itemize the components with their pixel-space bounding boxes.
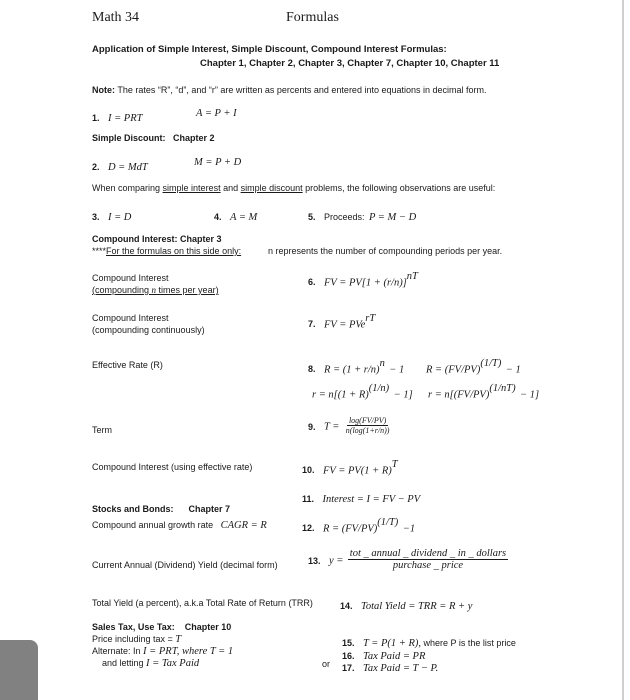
sales-math: I = PRT, where T = 1 [143,646,234,657]
formula-17 [342,658,438,676]
compound-heading: Compound Interest: Chapter 3 [92,234,222,244]
formula-14 [340,596,472,614]
formula-tail: − 1] [393,389,413,401]
sales-line3 [102,658,199,669]
formula-number: 7. [308,319,316,330]
observation-label: Proceeds: [323,212,365,222]
formula-4 [214,207,257,225]
exponent: (1/T) [480,358,502,369]
formula-yield-lhs: y = [328,555,344,567]
note-text: The rates “R”, “d”, and “r” are written as percents and entered into equations in decimal form. [117,85,487,95]
simple-discount-heading [92,133,215,143]
yield-label: Current Annual (Dividend) Yield (decimal form) [92,560,278,570]
formula-8a [308,358,404,377]
formula-11 [302,489,420,507]
effective-ci-label: Compound Interest (using effective rate) [92,462,253,472]
formula-1 [92,108,142,126]
formula-tax-paid-alt: Tax Paid = T − P. [362,663,439,674]
formula-interest: Interest = I = FV − PV [322,494,421,505]
observation-text: A = M [229,212,258,223]
formula-number: 4. [214,212,222,222]
formula-9 [308,416,391,435]
heading-text: Sales Tax, Use Tax: [92,622,175,632]
compound-interest-label: Compound Interest [92,273,169,283]
formula-maturity: M = P + D [194,157,242,168]
note [92,85,487,95]
formula-compound-interest: FV = PV[1 + (r/n)] [323,277,407,289]
stocks-heading [92,504,230,514]
page-edge [622,0,624,700]
formula-effective-rate: R = (1 + r/n) [323,364,380,376]
formula-5 [308,207,416,225]
formula-number: 10. [302,465,315,476]
formula-number: 13. [308,555,321,566]
formula-number: 9. [308,421,316,432]
cagr-label [92,520,267,531]
sales-text: and letting [102,658,147,668]
exponent: T [391,459,398,470]
formula-12 [302,517,415,536]
formula-cagr: R = (FV/PV) [322,523,378,535]
formula-number: 2. [92,162,100,172]
formula-total-yield: Total Yield = TRR = R + y [360,601,473,612]
formula-nominal-rate: r = n[(1 + R) [312,389,369,401]
note-label: Note: [92,85,115,95]
continuous-label: Compound Interest [92,313,169,323]
fraction-numerator: tot _ annual _ dividend _ in _ dollars [349,548,507,559]
total-yield-label: Total Yield (a percent), a.k.a Total Rate of Return (TRR) [92,598,313,608]
formula-2 [92,157,148,175]
hand-shadow [0,640,38,700]
formula-number: 3. [92,212,100,222]
formula-simple-interest: I = PRT [107,113,143,124]
label-part: (compounding [92,285,152,295]
formula-number: 16. [342,651,355,661]
yield-fraction [348,548,508,571]
formula-8c [312,383,413,402]
exponent: (1/n) [368,383,390,394]
or-label: or [322,659,331,669]
n-definition: n represents the number of compounding periods per year. [268,246,503,256]
formula-note: where P is the list price [421,638,516,648]
cagr-symbol: CAGR = R [220,520,267,531]
formula-tail: − 1] [520,389,540,401]
formula-tax-paid: Tax Paid = PR [362,651,426,662]
heading-chapter: Chapter 2 [173,133,215,143]
observation-text: I = D [107,212,132,223]
formula-6 [308,271,418,290]
label-part: times per year) [156,285,219,295]
cagr-text: Compound annual growth rate [92,520,214,530]
label-n: n [151,285,157,295]
section-title-line1: Application of Simple Interest, Simple Discount, Compound Interest Formulas: [92,44,447,55]
formula-10 [302,459,398,478]
formula-3 [92,207,131,225]
formula-number: 5. [308,212,316,222]
formula-7 [308,313,375,332]
compounding-n-label [92,285,219,295]
side-note: For the formulas on this side only: [106,246,242,256]
simple-interest-link: simple interest [162,183,221,193]
formula-13 [308,548,508,571]
sales-math: I = Tax Paid [146,658,200,669]
formula-effective-rate-alt: R = (FV/PV) [426,364,481,376]
continuous-sublabel: (compounding continuously) [92,325,205,335]
sales-line1 [92,634,181,645]
heading-chapter: Chapter 10 [184,622,232,632]
comparing-pre: When comparing [92,183,163,193]
term-fraction [344,416,392,435]
formula-number: 15. [342,638,355,648]
formula-number: 14. [340,601,353,611]
formula-number: 6. [308,277,316,288]
fraction-denominator: purchase _ price [392,560,464,571]
formula-nominal-rate-alt: r = n[(FV/PV) [428,389,490,401]
comparing-mid: and [220,183,241,193]
exponent: n [379,358,385,369]
formula-number: 12. [302,523,315,534]
stars: **** [92,246,107,256]
exponent: rT [365,313,376,324]
formula-price-with-tax: T = P(1 + R), [362,638,421,649]
sales-line2 [92,646,233,657]
formula-simple-discount: D = MdT [107,162,148,173]
formula-number: 11. [302,494,315,504]
formula-term-lhs: T = [323,421,340,433]
formula-number: 8. [308,364,316,375]
formula-number: 1. [92,113,100,123]
formula-tail: −1 [402,523,416,535]
formula-tail: − 1 [505,364,521,376]
sales-tax-heading [92,622,231,632]
exponent: (1/T) [377,517,399,528]
section-title-line2: Chapter 1, Chapter 2, Chapter 3, Chapter 7, Chapter 10, Chapter 11 [200,58,500,69]
simple-discount-link: simple discount [240,183,303,193]
sales-math: T [175,634,182,645]
sales-text: Price including tax = [92,634,176,644]
sales-text: Alternate: In [92,646,144,656]
effective-rate-label: Effective Rate (R) [92,360,163,370]
fraction-denominator: n(log(1+r/n)) [345,426,390,435]
formula-amount: A = P + I [196,108,237,119]
heading-chapter: Chapter 7 [188,504,231,514]
formula-effective-ci: FV = PV(1 + R) [322,465,392,477]
term-label: Term [92,425,112,435]
exponent: (1/nT) [489,383,516,394]
observation-text: P = M − D [368,212,417,223]
formula-continuous: FV = PVe [323,319,366,331]
compound-side-note [92,246,241,256]
comparing-post: problems, the following observations are useful: [302,183,496,193]
page-title: Formulas [286,10,339,25]
comparing-text [92,183,495,193]
fraction-numerator: log(FV/PV) [348,416,387,425]
exponent: nT [406,271,418,282]
heading-text: Simple Discount: [92,133,166,143]
formula-number: 17. [342,663,355,673]
formula-8b [426,358,521,377]
formula-8d [428,383,539,402]
course-title: Math 34 [92,10,140,25]
formula-tail: − 1 [389,364,405,376]
heading-text: Stocks and Bonds: [92,504,174,514]
